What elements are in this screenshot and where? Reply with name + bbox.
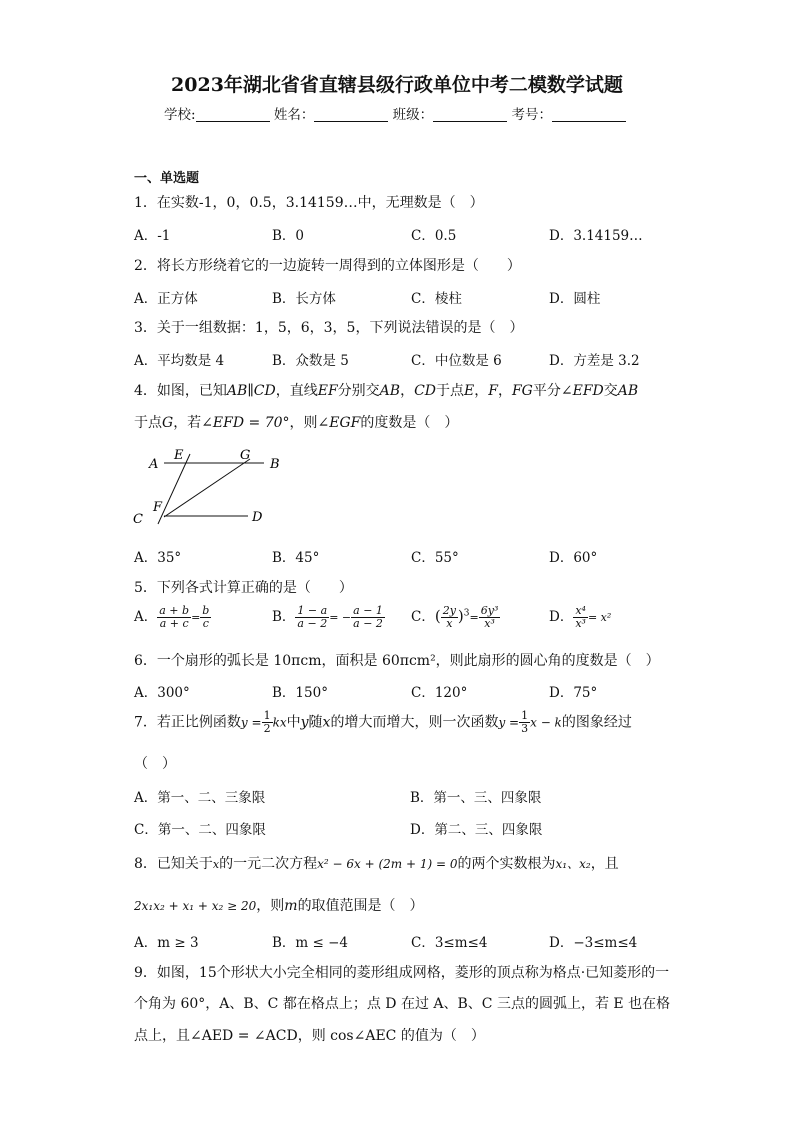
fraction <box>351 605 385 630</box>
q7-math: x − k <box>530 715 562 730</box>
q4-math: ∠EGF <box>317 415 361 431</box>
equals: = x² <box>587 611 612 624</box>
q8-text: ，则 <box>256 898 285 914</box>
q6-option-c: C．120° <box>411 685 468 701</box>
q1-stem: 1．在实数-1，0，0.5，3.14159…中，无理数是（ ） <box>134 195 484 211</box>
q4-option-d: D．60° <box>549 550 598 566</box>
q7-option-d: D．第二、三、四象限 <box>410 822 543 838</box>
q4-text: 交 <box>603 383 618 399</box>
q4-figure <box>128 438 288 534</box>
q4-math: F <box>488 383 498 399</box>
q8-option-c: C．3≤m≤4 <box>411 935 488 951</box>
section-heading: 一、单选题 <box>134 171 200 186</box>
q4-math: AB∥CD <box>226 383 276 399</box>
denominator: x <box>446 617 453 630</box>
q1-option-d: D．3.14159… <box>549 228 643 244</box>
q8-equation: x² − 6x + (2m + 1) = 0 <box>317 857 458 871</box>
q7-math: y <box>300 714 309 731</box>
q2-option-d: D．圆柱 <box>549 291 601 307</box>
numerator: a + b <box>159 604 190 617</box>
q8-math: m <box>284 898 298 914</box>
label-f: F <box>153 500 163 515</box>
fraction <box>441 605 458 630</box>
q4-text: ， <box>497 383 512 399</box>
label-a: A <box>149 457 159 472</box>
equals: = <box>469 611 479 624</box>
q7-text: 随 <box>308 714 323 731</box>
q8-option-a: A．m ≥ 3 <box>134 935 199 951</box>
fraction <box>479 605 501 630</box>
q9-stem-line3: 点上，且∠AED = ∠ACD，则 cos∠AEC 的值为（ ） <box>134 1028 485 1044</box>
q7-stem-line1 <box>134 710 632 735</box>
q4-math: ∠EFD = 70° <box>201 415 290 431</box>
numerator: a − 1 <box>353 604 383 617</box>
fraction <box>262 710 273 735</box>
q8-stem-line1 <box>134 853 619 873</box>
q4-text: ，若 <box>173 415 202 431</box>
q1-option-a: A．-1 <box>134 228 171 244</box>
option-label: C． <box>411 609 435 625</box>
name-label: 姓名： <box>273 107 315 123</box>
class-label: 班级： <box>392 107 434 123</box>
q8-option-d: D．−3≤m≤4 <box>549 935 638 951</box>
denominator: x³ <box>575 617 586 630</box>
q9-stem-line1: 9．如图，15个形状大小完全相同的菱形组成网格，菱形的顶点称为格点·已知菱形的一 <box>134 965 670 981</box>
q9-stem-line2: 个角为 60°，A、B、C 都在格点上；点 D 在过 A、B、C 三点的圆弧上，若 E 也在格 <box>134 996 671 1012</box>
paren-open: ( <box>434 607 441 625</box>
q4-text: 于点 <box>436 383 465 399</box>
q4-math: AB <box>617 383 639 399</box>
denominator: a + c <box>159 617 189 630</box>
q2-option-c: C．棱柱 <box>411 291 462 307</box>
fraction <box>200 605 211 630</box>
q4-text: 分别交 <box>337 383 380 399</box>
fraction <box>157 605 191 630</box>
numerator: 1 − a <box>297 604 328 617</box>
q4-math: E <box>464 383 475 399</box>
q8-option-b: B．m ≤ −4 <box>272 935 349 951</box>
q8-stem-line2 <box>134 895 424 915</box>
q4-text: ， <box>400 383 415 399</box>
q4-math: G <box>162 415 174 431</box>
exam-no-blank[interactable] <box>552 107 626 122</box>
q7-math: x <box>322 714 331 731</box>
q2-stem: 2．将长方形绕着它的一边旋转一周得到的立体图形是（ ） <box>134 258 521 274</box>
student-info-line <box>164 103 626 123</box>
q4-math: EF <box>317 383 338 399</box>
q8-text: 8．已知关于 <box>134 856 213 872</box>
label-e: E <box>174 448 184 463</box>
q7-math: kx <box>272 715 287 730</box>
q7-text: 的图象经过 <box>561 714 632 731</box>
school-label: 学校: <box>164 107 196 123</box>
q4-option-c: C．55° <box>411 550 459 566</box>
numerator: 1 <box>263 709 271 722</box>
q4-text: ， <box>474 383 489 399</box>
q3-option-c: C．中位数是 6 <box>411 353 502 369</box>
exam-no-label: 考号： <box>511 107 552 123</box>
line-ef <box>158 454 190 524</box>
q4-text: 于点 <box>134 415 162 431</box>
q4-math: AB <box>379 383 401 399</box>
q8-math: x <box>212 858 220 871</box>
label-b: B <box>270 457 280 472</box>
q3-option-a: A．平均数是 4 <box>134 353 225 369</box>
q7-text: 中 <box>286 714 301 731</box>
q3-option-b: B．众数是 5 <box>272 353 349 369</box>
numerator: b <box>202 604 210 617</box>
denominator: a − 2 <box>353 617 383 630</box>
label-d: D <box>252 510 263 525</box>
q8-roots: x₁、x₂ <box>555 857 591 871</box>
q6-option-d: D．75° <box>549 685 598 701</box>
option-label: A． <box>134 609 158 625</box>
q4-text: 的度数是（ ） <box>360 415 459 431</box>
line-fg <box>164 459 250 517</box>
label-g: G <box>240 448 251 463</box>
q4-text: 平分 <box>532 383 561 399</box>
q5-option-c <box>411 605 500 630</box>
q5-option-a <box>134 605 211 630</box>
paren-close: ) <box>457 607 464 625</box>
fraction <box>573 605 588 630</box>
option-label: D． <box>549 609 574 625</box>
q4-option-b: B．45° <box>272 550 320 566</box>
numerator: 6y³ <box>480 604 499 617</box>
denominator: c <box>202 617 209 630</box>
q8-text: 的两个实数根为 <box>457 856 556 872</box>
school-blank[interactable] <box>196 107 270 122</box>
numerator: 1 <box>521 709 529 722</box>
q6-option-b: B．150° <box>272 685 328 701</box>
q5-option-d <box>549 605 611 630</box>
q4-option-a: A．35° <box>134 550 182 566</box>
exponent: 3 <box>463 608 470 619</box>
q4-stem-line2 <box>134 412 458 432</box>
q1-option-c: C．0.5 <box>411 228 457 244</box>
q8-text: ，且 <box>590 856 619 872</box>
q4-math: ∠EFD <box>560 383 604 399</box>
q7-math: y = <box>498 715 520 730</box>
equals: = <box>191 611 201 624</box>
q2-option-b: B．长方体 <box>272 291 336 307</box>
denominator: x³ <box>484 617 495 630</box>
numerator: 2y <box>442 604 456 617</box>
q3-stem: 3．关于一组数据：1，5，6，3，5，下列说法错误的是（ ） <box>134 320 524 336</box>
name-blank[interactable] <box>314 107 388 122</box>
q8-text: 的取值范围是（ ） <box>297 898 424 914</box>
denominator: 2 <box>263 722 271 735</box>
q5-stem: 5．下列各式计算正确的是（ ） <box>134 580 353 596</box>
q3-option-d: D．方差是 3.2 <box>549 353 640 369</box>
denominator: 3 <box>521 722 529 735</box>
q7-stem-line2: （ ） <box>134 756 176 772</box>
q7-text: 的增大而增大，则一次函数 <box>330 714 499 731</box>
denominator: a − 2 <box>297 617 328 630</box>
q7-option-a: A．第一、二、三象限 <box>134 790 266 806</box>
label-c: C <box>133 512 143 527</box>
q8-text: 的一元二次方程 <box>219 856 318 872</box>
q6-option-a: A．300° <box>134 685 190 701</box>
q7-text: 7．若正比例函数 <box>134 714 241 731</box>
q4-math: FG <box>511 383 533 399</box>
q7-option-b: B．第一、三、四象限 <box>410 790 542 806</box>
q7-math: y = <box>240 715 262 730</box>
page-title: 2023年湖北省省直辖县级行政单位中考二模数学试题 <box>171 74 623 96</box>
q4-math: CD <box>414 383 437 399</box>
q1-option-b: B．0 <box>272 228 305 244</box>
q4-stem-line1 <box>134 380 638 400</box>
q4-text: 4．如图，已知 <box>134 383 227 399</box>
equals: = − <box>329 611 352 624</box>
fraction <box>295 605 329 630</box>
q4-text: ，则 <box>289 415 318 431</box>
q8-inequality: 2x₁x₂ + x₁ + x₂ ≥ 20 <box>134 899 257 913</box>
fraction <box>519 710 530 735</box>
class-blank[interactable] <box>433 107 507 122</box>
q7-option-c: C．第一、二、四象限 <box>134 822 266 838</box>
q2-option-a: A．正方体 <box>134 291 198 307</box>
q5-option-b <box>272 605 385 630</box>
q6-stem: 6．一个扇形的弧长是 10πcm，面积是 60πcm²，则此扇形的圆心角的度数是（ ） <box>134 653 660 669</box>
numerator: x⁴ <box>575 604 586 617</box>
option-label: B． <box>272 609 296 625</box>
q4-text: ，直线 <box>275 383 318 399</box>
